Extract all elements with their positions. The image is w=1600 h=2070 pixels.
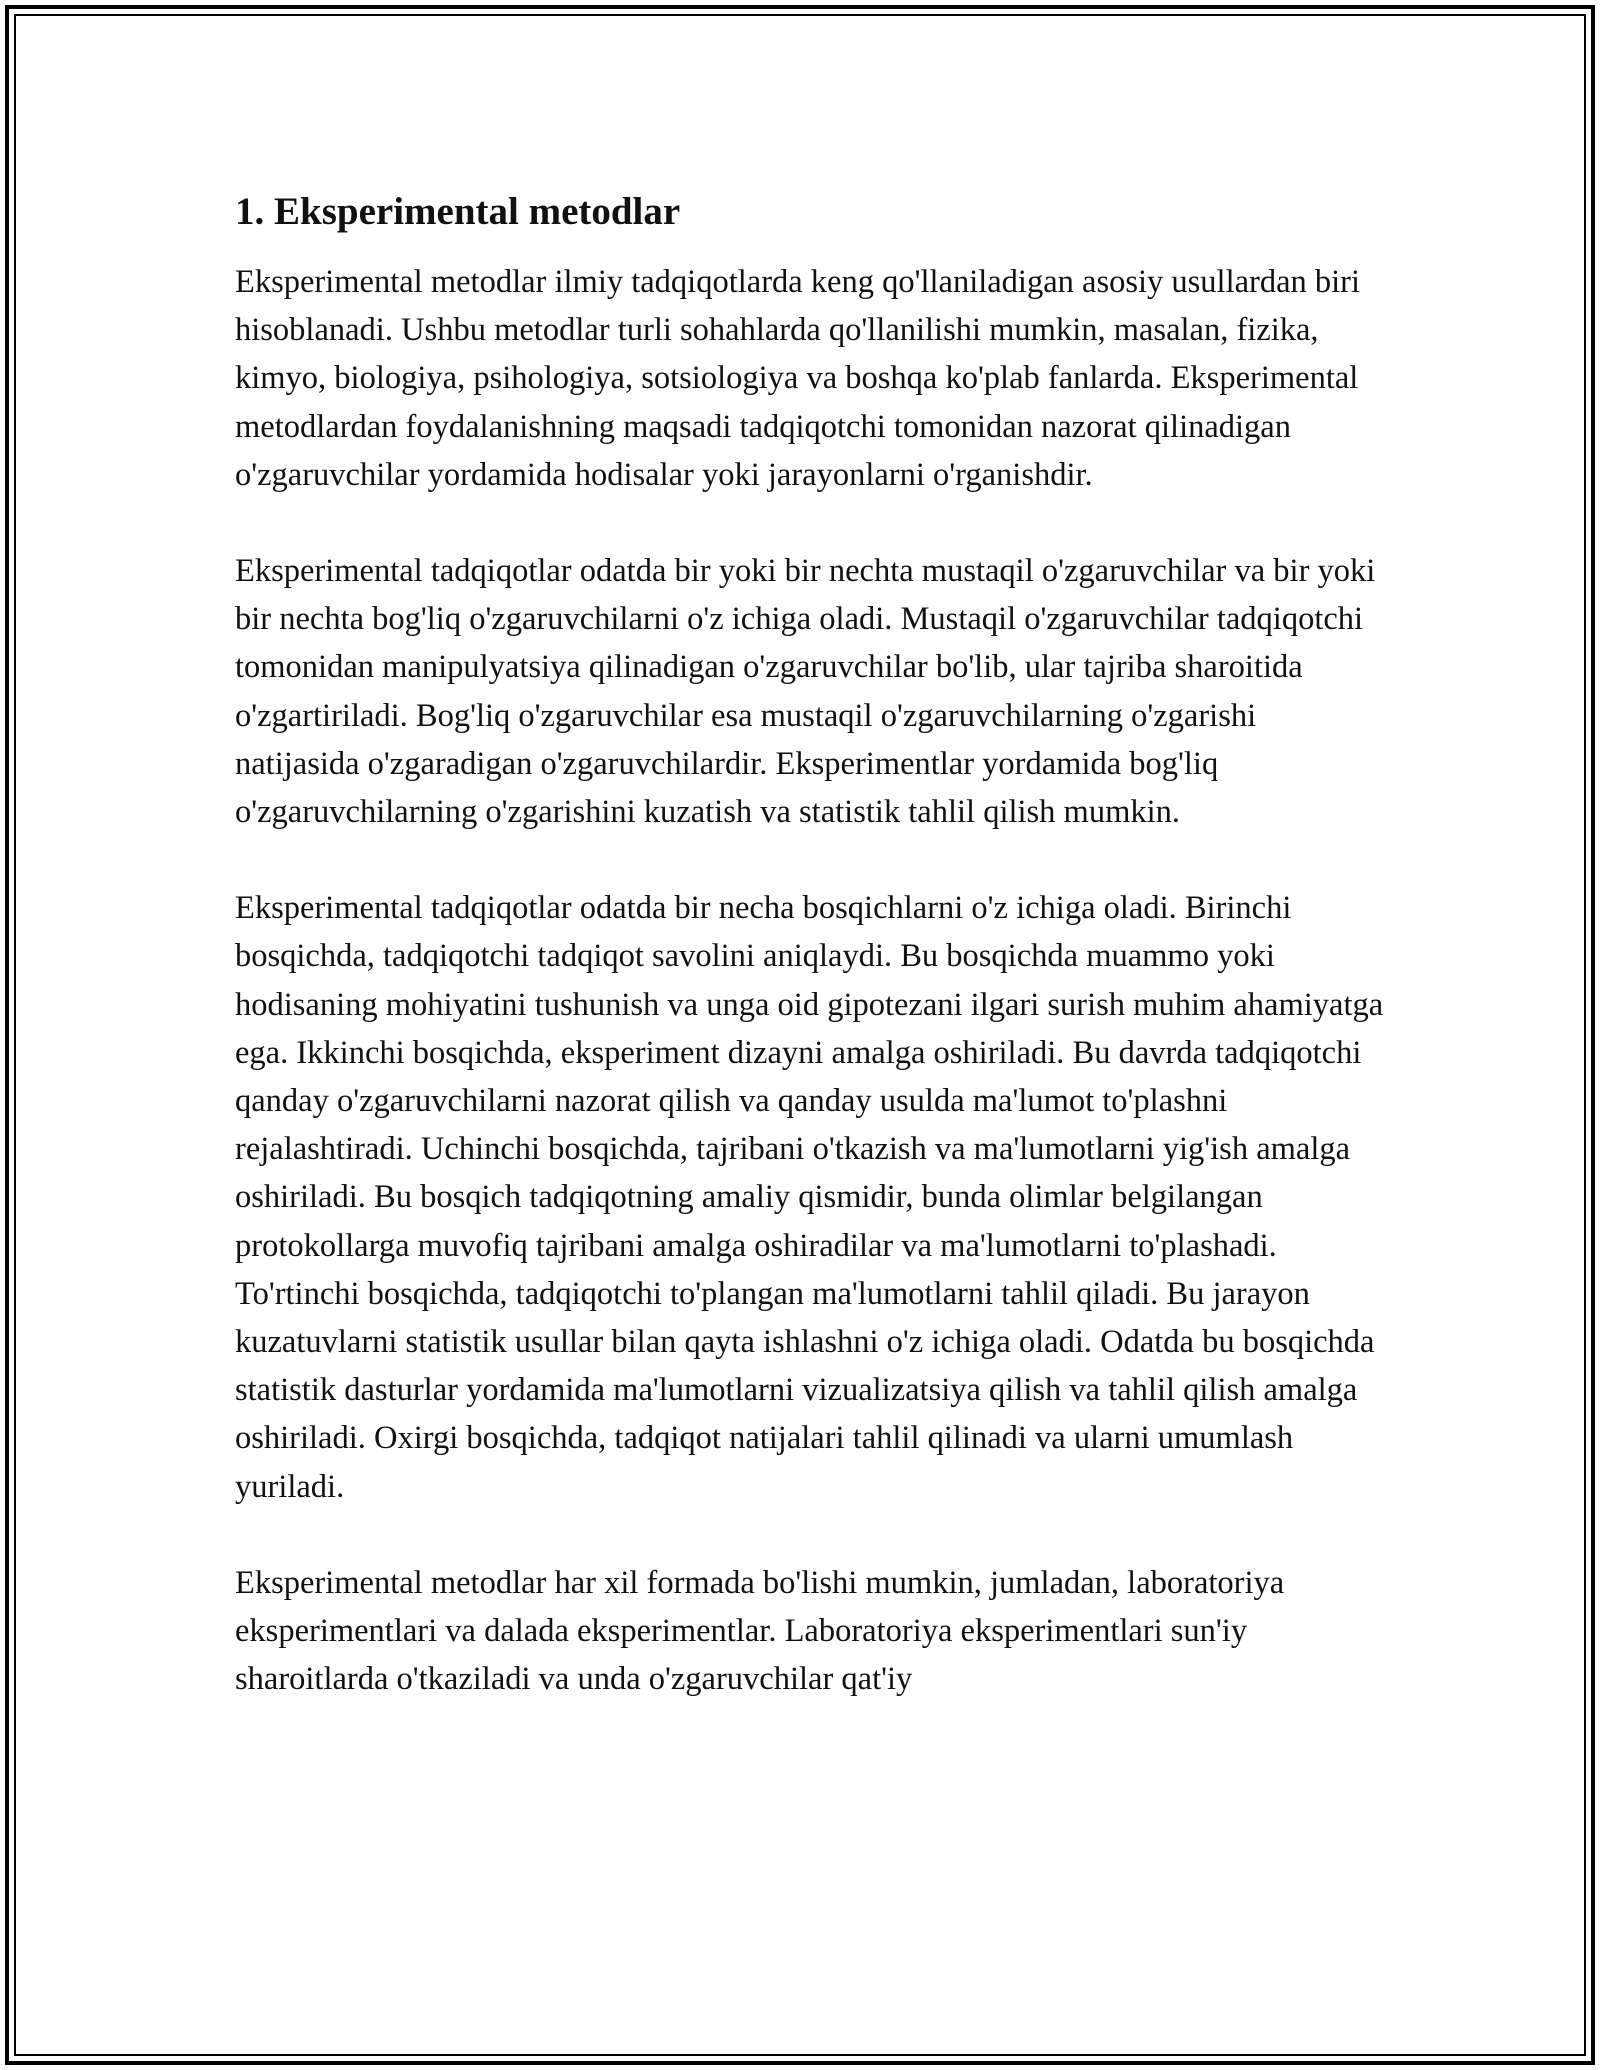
paragraph-3: Eksperimental tadqiqotlar odatda bir necha bosqichlarni o'z ichiga oladi. Birinchi bosqichda, tadqiqotchi tadqiqot savolini aniqlaydi. Bu bosqichda muammo yoki hodisaning mohiyatini tushunish va unga oid gipotezani ilgari surish muhim ahamiyatga ega. Ikkinchi bosqichda, eksperiment dizayni amalga oshiriladi. Bu davrda tadqiqotchi qanday o'zgaruvchilarni nazorat qilish va qanday usulda ma'lumot to'plashni rejalashtiradi. Uchinchi bosqichda, tajribani o'tkazish va ma'lumotlarni yig'ish amalga oshiriladi. Bu bosqich tadqiqotning amaliy qismidir, bunda olimlar belgilangan protokollarga muvofiq tajribani amalga oshiradilar va ma'lumotlarni to'plashadi. To'rtinchi bosqichda, tadqiqotchi to'plangan ma'lumotlarni tahlil qiladi. Bu jarayon kuzatuvlarni statistik usullar bilan qayta ishlashni o'z ichiga oladi. Odatda bu bosqichda statistik dasturlar yordamida ma'lumotlarni vizualizatsiya qilish va tahlil qilish amalga oshiriladi. Oxirgi bosqichda, tadqiqot natijalari tahlil qilinadi va ularni umumlash yuriladi. [235,890,1384,1505]
paragraph-2: Eksperimental tadqiqotlar odatda bir yoki bir nechta mustaqil o'zgaruvchilar va bir yoki bir nechta bog'liq o'zgaruvchilarni o'z ichiga oladi. Mustaqil o'zgaruvchilar tadqiqotchi tomonidan manipulyatsiya qilinadigan o'zgaruvchilar bo'lib, ular tajriba sharoitida o'zgartiriladi. Bog'liq o'zgaruvchilar esa mustaqil o'zgaruvchilarning o'zgarishi natijasida o'zgaradigan o'zgaruvchilardir. Eksperimentlar yordamida bog'liq o'zgaruvchilarning o'zgarishini kuzatish va statistik tahlil qilish mumkin. [235,553,1376,831]
paragraph-1: Eksperimental metodlar ilmiy tadqiqotlarda keng qo'llaniladigan asosiy usullardan biri hisoblanadi. Ushbu metodlar turli sohahlarda qo'llanilishi mumkin, masalan, fizika, kimyo, biologiya, psihologiya, sotsiologiya va boshqa ko'plab fanlarda. Eksperimental metodlardan foydalanishning maqsadi tadqiqotchi tomonidan nazorat qilinadigan o'zgaruvchilar yordamida hodisalar yoki jarayonlarni o'rganishdir. [235,264,1361,493]
section-heading: 1. Eksperimental metodlar [235,190,681,233]
paragraph-4: Eksperimental metodlar har xil formada bo'lishi mumkin, jumladan, laboratoriya eksperimentlari va dalada eksperimentlar. Laboratoriya eksperimentlari sun'iy sharoitlarda o'tkaziladi va unda o'zgaruvchilar qat'iy [235,1564,1285,1698]
document-body [235,186,1385,1703]
